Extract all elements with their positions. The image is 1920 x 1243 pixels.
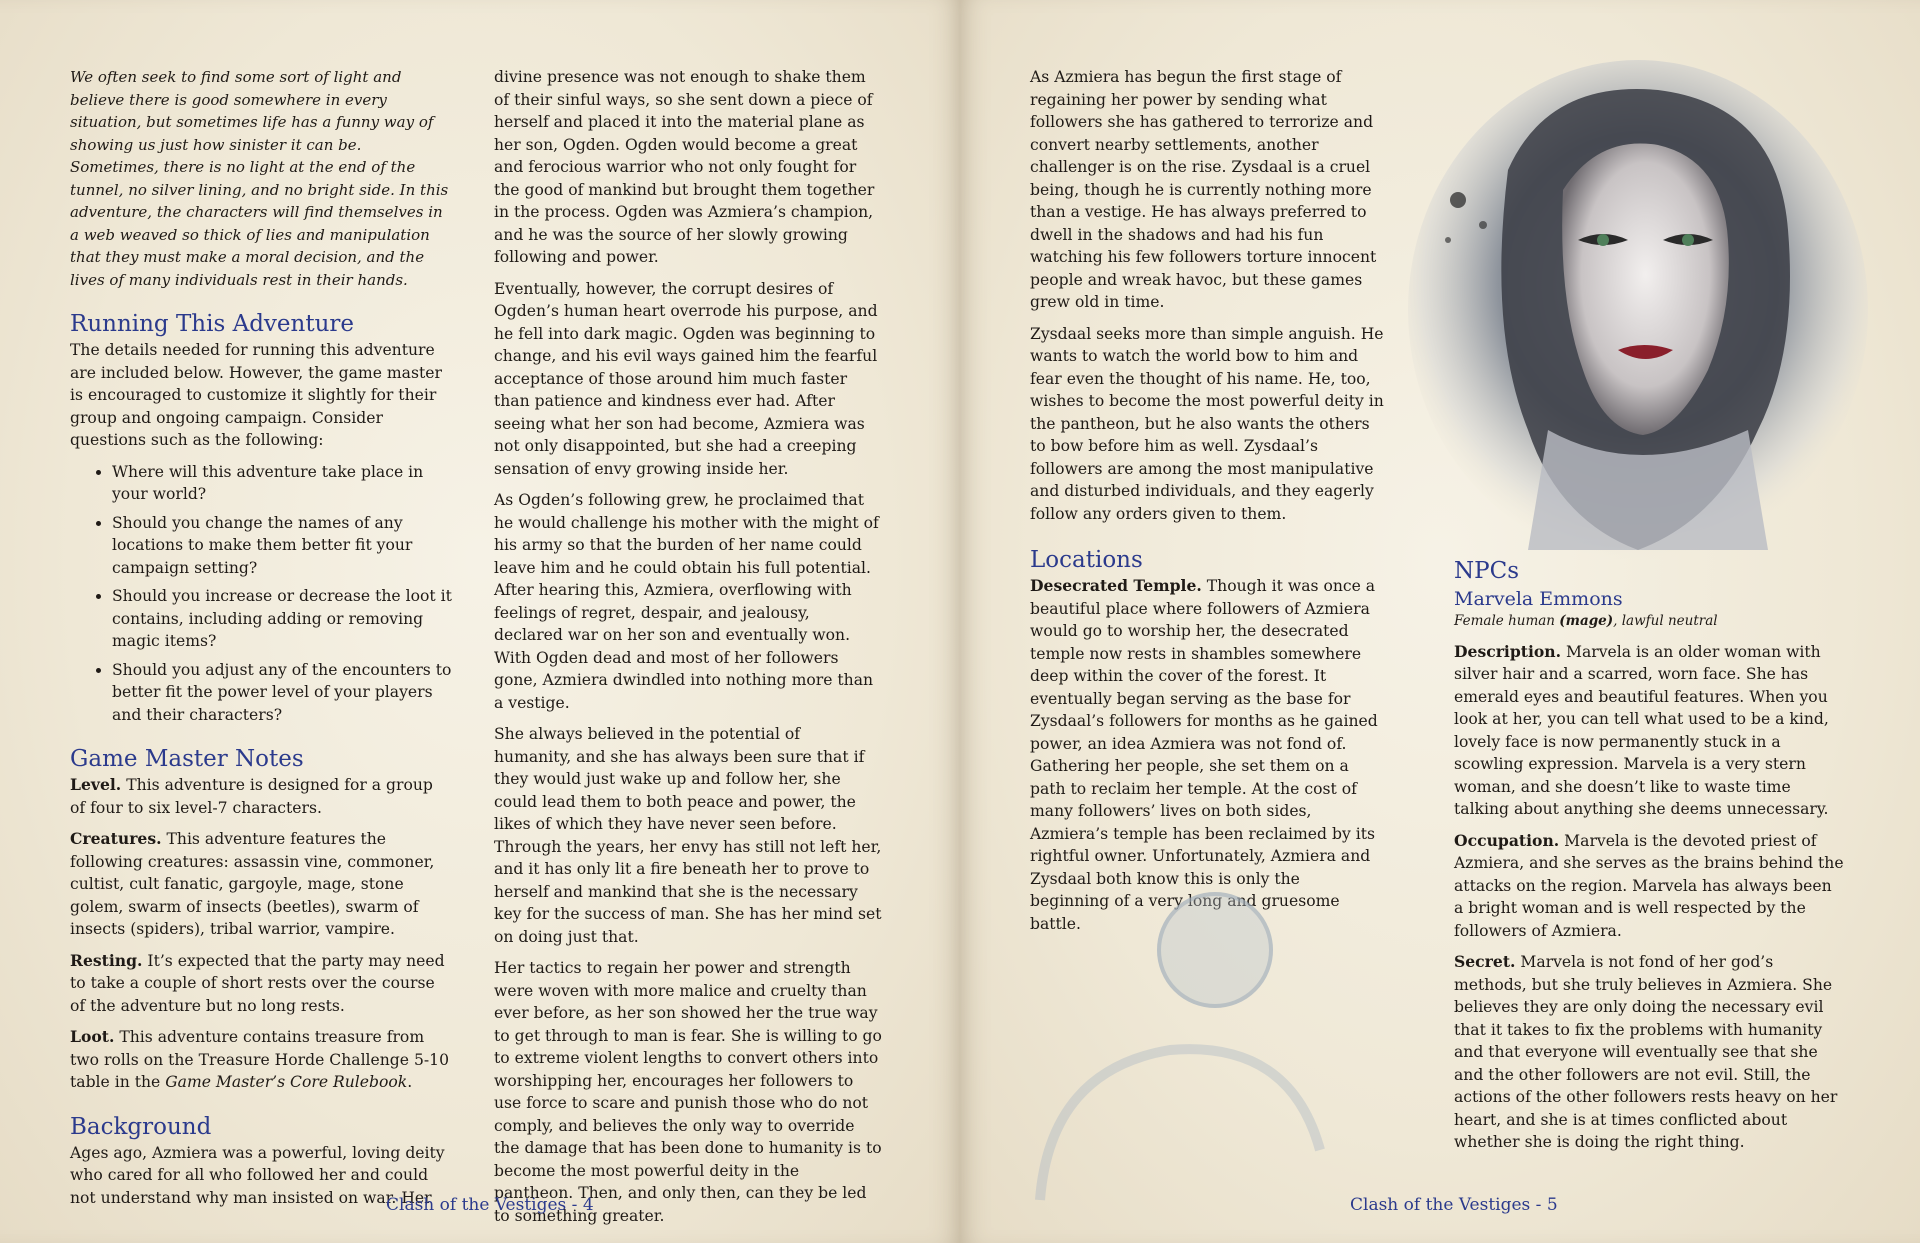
npc-sub-a: Female human [1454, 613, 1560, 629]
description-label: Description. [1454, 641, 1562, 661]
creatures-label: Creatures. [70, 829, 162, 848]
loot-end: . [407, 1073, 413, 1091]
right-column-1 [1030, 66, 1384, 944]
zysdaal-paragraph-1: As Azmiera has begun the first stage of regaining her power by sending what followers she has gathered to terrorize and convert nearby settlements, another challenger is on the rise. Zysdaal is a cruel being, though he is currently nothing more than a vestige. He has always preferred to dwell in the shadows and had his fun watching his few followers torture innocent people and wreak havoc, but these games grew old in time. [1030, 68, 1377, 311]
left-column-1 [70, 66, 452, 1218]
heading-npcs: NPCs [1454, 558, 1520, 584]
occupation-label: Occupation. [1454, 830, 1560, 850]
questions-list [70, 461, 452, 727]
occupation-text: Marvela is the devoted priest of Azmiera, and she serves as the brains behind the attacks on the region. Marvela has always been a bright woman and is well respected by the followers of Azmiera. [1454, 831, 1844, 940]
intro-text: We often seek to find some sort of light and believe there is good somewhere in every situation, but sometimes life has a funny way of showing us just how sinister it can be. Sometimes, there is no light at the end of the tunnel, no silver lining, and no bright side. In this adventure, the characters will find themselves in a web weaved so thick of lies and manipulation that they must make a moral decision, and the lives of many individuals rest in their hands. [70, 68, 449, 289]
npc-subtitle [1454, 610, 1844, 633]
level-paragraph [70, 774, 452, 819]
level-text: This adventure is designed for a group of four to six level-7 characters. [70, 776, 433, 817]
secret-text: Marvela is not fond of her god’s methods, but she truly believes in Azmiera. She believes they are only doing the necessary evil that it takes to fix the problems with humanity and that everyone will eventually see that she and the other followers are not evil. Still, the actions of the other followers rests heavy on her heart, and she is at times conflicted about whether she is doing the right thing. [1454, 953, 1838, 1151]
coffee-stain-decoration [1000, 870, 1340, 1240]
list-item: • Should you adjust any of the encounters to better fit the power level of your players and their characters? [112, 659, 452, 727]
temple-label: Desecrated Temple. [1030, 576, 1202, 595]
background-paragraph-5: Her tactics to regain her power and strength were woven with more malice and cruelty than ever before, as her son showed her the true way to get through to man is fear. She is willing to go to extreme violent lengths to convert others into worshipping her, encourages her followers to use force to scare and punish those who do not comply, and believes the only way to override the damage that has been done to humanity is to become the most powerful deity in the pantheon. Then, and only then, can they be led to something greater. [494, 959, 882, 1225]
description-text: Marvela is an older woman with silver hair and a scarred, worn face. She has emerald eyes and beautiful features. When you look at her, you can tell what used to be a kind, lovely face is now permanently stuck in a scowling expression. Marvela is a very stern woman, and she doesn’t like to waste time talking about anything she deems unnecessary. [1454, 642, 1829, 818]
right-column-2 [1454, 558, 1844, 1163]
secret-label: Secret. [1454, 952, 1516, 971]
running-text: The details needed for running this adventure are included below. However, the game master is encouraged to customize it slightly for their group and ongoing campaign. Consider questions such as the following: [70, 341, 442, 449]
resting-paragraph [70, 950, 452, 1018]
level-label: Level. [70, 775, 122, 794]
loot-text: This adventure contains treasure from two rolls on the Treasure Horde Challenge 5-10 table in the [70, 1028, 450, 1091]
npc-name: Marvela Emmons [1454, 588, 1623, 610]
npc-sub-b: (mage) [1559, 613, 1614, 629]
creatures-paragraph [70, 828, 452, 941]
loot-paragraph [70, 1026, 452, 1094]
npc-sub-c: , lawful neutral [1613, 613, 1718, 629]
portrait-illustration [1388, 50, 1868, 570]
heading-background: Background [70, 1113, 212, 1140]
resting-text: It’s expected that the party may need to take a couple of short rests over the course of the adventure but no long rests. [70, 951, 445, 1015]
zysdaal-paragraph-2: Zysdaal seeks more than simple anguish. He wants to watch the world bow to him and fear even the thought of his name. He, too, wishes to become the most powerful deity in the pantheon, but he also wants the others to bow before him as well. Zysdaal’s followers are among the most manipulative and disturbed individuals, and they eagerly follow any orders given to them. [1030, 324, 1384, 523]
heading-running-this-adventure: Running This Adventure [70, 311, 354, 337]
description-paragraph [1454, 641, 1844, 821]
resting-label: Resting. [70, 950, 143, 970]
loot-book-title: Game Master’s Core Rulebook [165, 1073, 408, 1091]
background-text: Ages ago, Azmiera was a powerful, loving deity who cared for all who followed her and could not understand why man insisted on war. Her [70, 1143, 445, 1207]
page-footer-left: Clash of the Vestiges - 4 [386, 1195, 594, 1215]
list-item: • Where will this adventure take place in your world? [112, 461, 452, 506]
occupation-paragraph [1454, 830, 1844, 943]
left-column-2 [494, 66, 882, 1236]
background-paragraph-3: As Ogden’s following grew, he proclaimed that he would challenge his mother with the might of his army so that the burden of her name could leave him and he could obtain his full potential. After hearing this, Azmiera, overflowing with feelings of regret, despair, and jealousy, declared war on her son and eventually won. With Ogden dead and most of her followers gone, Azmiera dwindled into nothing more than a vestige. [494, 491, 879, 712]
background-paragraph-2: Eventually, however, the corrupt desires of Ogden’s human heart overrode his purpose, and he fell into dark magic. Ogden was beginning to change, and his evil ways gained him the fearful acceptance of those around him much faster than patience and kindness ever had. After seeing what her son had become, Azmiera was not only disappointed, but she had a creeping sensation of envy growing inside her. [494, 279, 878, 478]
list-item: • Should you change the names of any locations to make them better fit your campaign setting? [112, 512, 452, 580]
secret-paragraph [1454, 951, 1844, 1154]
background-paragraph-1: divine presence was not enough to shake them of their sinful ways, so she sent down a piece of herself and placed it into the material plane as her son, Ogden. Ogden would become a great and ferocious warrior who not only fought for the good of mankind but brought them together in the process. Ogden was Azmiera’s champion, and he was the source of her slowly growing following and power. [494, 68, 875, 266]
heading-locations: Locations [1030, 547, 1143, 573]
page-footer-right: Clash of the Vestiges - 5 [1350, 1195, 1558, 1215]
heading-game-master-notes: Game Master Notes [70, 746, 304, 772]
creatures-text: This adventure features the following creatures: assassin vine, commoner, cultist, cult fanatic, gargoyle, mage, stone golem, swarm of insects (beetles), swarm of insects (spiders), tribal warrior, vampire. [70, 830, 435, 938]
loot-label: Loot. [70, 1027, 115, 1046]
temple-text: Though it was once a beautiful place where followers of Azmiera would go to worship her, the desecrated temple now rests in shambles somewhere deep within the cover of the forest. It eventually began serving as the base for Zysdaal’s followers for months as he gained power, an idea Azmiera was not fond of. Gathering her people, she set them on a path to reclaim her temple. At the cost of many followers’ lives on both sides, Azmiera’s temple has been reclaimed by its rightful owner. Unfortunately, Azmiera and Zysdaal both know this is only the beginning of a very long and gruesome battle. [1030, 577, 1378, 933]
list-item: • Should you increase or decrease the loot it contains, including adding or removing magic items? [112, 585, 452, 653]
background-paragraph-4: She always believed in the potential of humanity, and she has always been sure that if they would just wake up and follow her, she could lead them to both peace and power, the likes of which they have never seen before. Through the years, her envy has still not left her, and it has only lit a fire beneath her to prove to herself and mankind that she is the necessary key for the success of man. She has her mind set on doing just that. [494, 725, 882, 946]
